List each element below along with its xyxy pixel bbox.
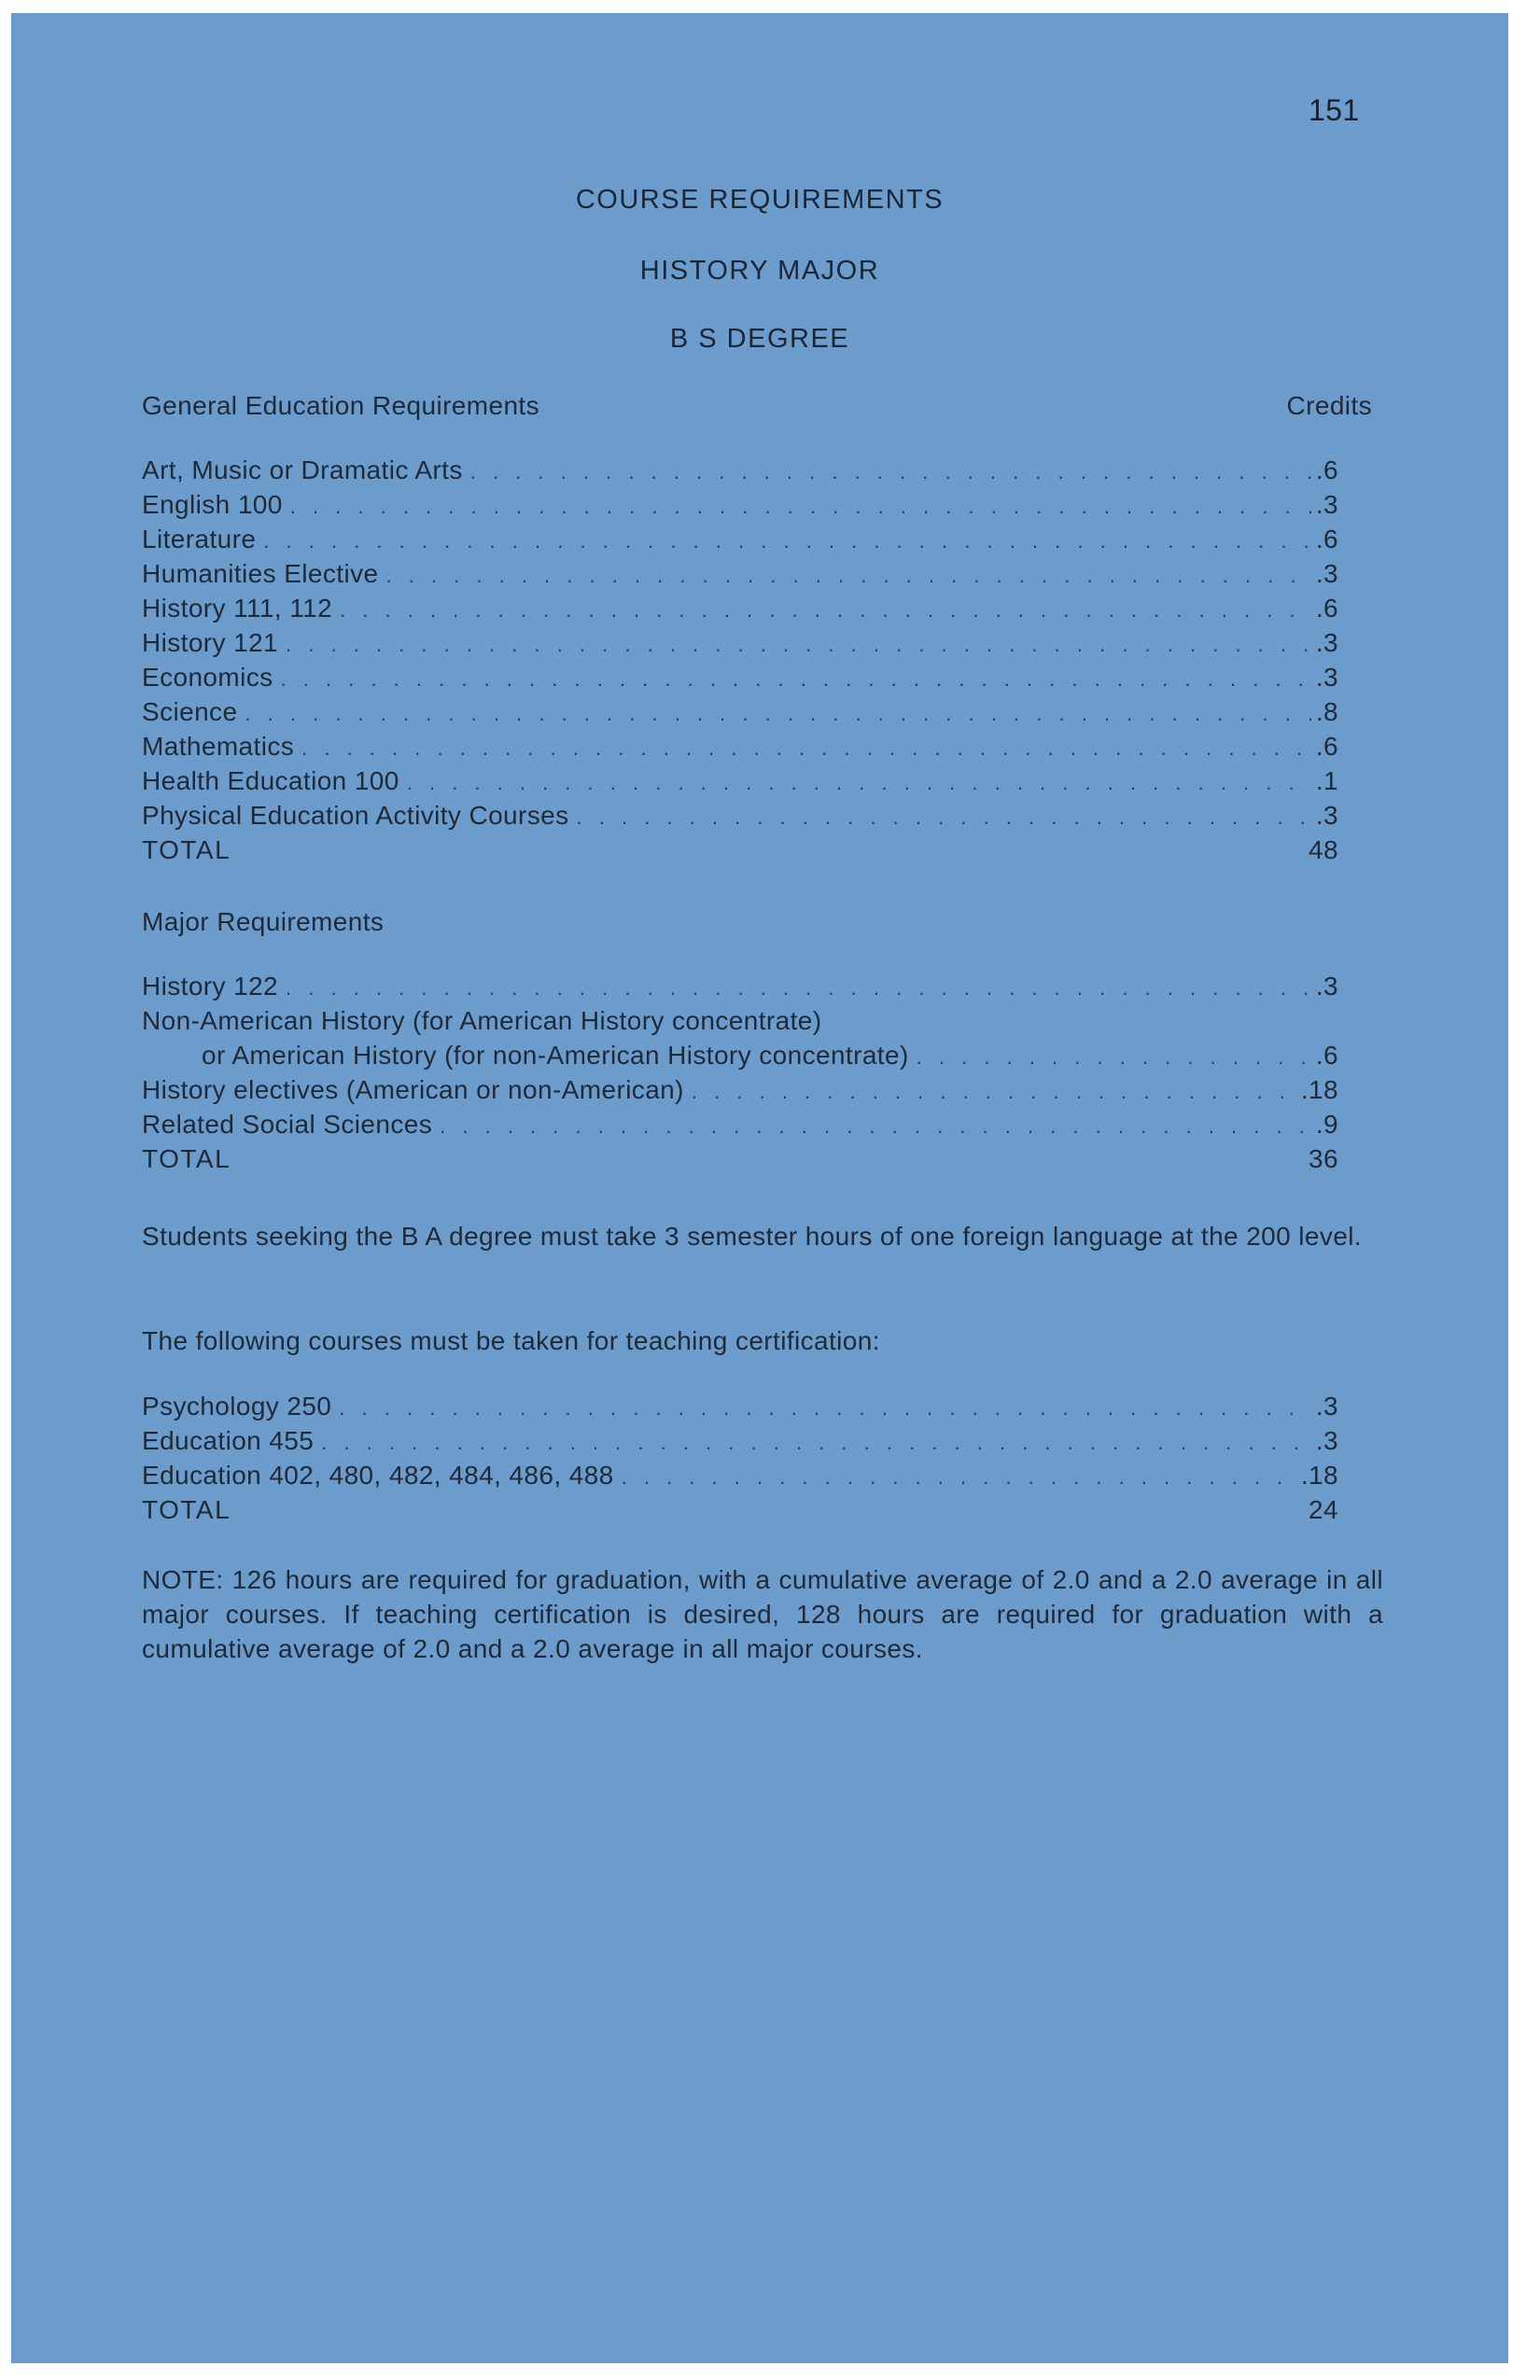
list-item — [142, 969, 1338, 1003]
course-name: Psychology 250 — [142, 1392, 332, 1421]
dot-leader — [286, 627, 1312, 662]
list-item — [142, 1423, 1338, 1458]
list-item — [142, 1038, 1338, 1072]
course-name: Mathematics — [142, 732, 295, 761]
dot-leader — [407, 765, 1312, 800]
dot-leader — [470, 455, 1312, 489]
total-row — [142, 833, 1338, 867]
ba-degree-note: Students seeking the B A degree must take 3 semester hours of one foreign language at the 200 level. — [142, 1222, 1363, 1251]
course-credits: .8 — [1315, 697, 1338, 726]
major-heading: HISTORY MAJOR — [639, 256, 880, 286]
total-value: 36 — [1309, 1144, 1338, 1173]
course-name: Physical Education Activity Courses — [142, 801, 569, 830]
course-name: History electives (American or non-American) — [142, 1075, 684, 1104]
list-item — [142, 522, 1338, 556]
dot-leader — [339, 1391, 1312, 1425]
course-name: Literature — [142, 525, 257, 553]
course-credits: .18 — [1300, 1075, 1338, 1104]
list-item — [142, 1072, 1338, 1107]
list-item — [142, 556, 1338, 591]
list-item — [142, 729, 1338, 763]
list-item — [142, 1389, 1338, 1423]
list-item — [142, 1003, 1338, 1038]
course-name: History 121 — [142, 628, 279, 657]
document-page — [11, 13, 1508, 2363]
course-credits: .3 — [1315, 972, 1338, 1001]
dot-leader — [321, 1425, 1312, 1460]
page-title: COURSE REQUIREMENTS — [575, 185, 945, 215]
list-item — [142, 453, 1338, 487]
dot-leader — [577, 800, 1312, 834]
list-item — [142, 763, 1338, 798]
course-credits: .18 — [1300, 1461, 1338, 1490]
course-credits: .3 — [1315, 559, 1338, 588]
course-name: Related Social Sciences — [142, 1110, 433, 1139]
course-name: Humanities Elective — [142, 559, 379, 588]
total-value: 48 — [1309, 835, 1338, 864]
course-name: History 111, 112 — [142, 594, 333, 623]
teaching-intro: The following courses must be taken for teaching certification: — [142, 1326, 880, 1355]
course-credits: .6 — [1315, 525, 1338, 553]
course-credits: .3 — [1315, 1392, 1338, 1421]
course-credits: .3 — [1315, 490, 1338, 519]
course-name: Education 402, 480, 482, 484, 486, 488 — [142, 1461, 614, 1490]
list-item — [142, 798, 1338, 833]
course-name: Economics — [142, 663, 273, 692]
total-value: 24 — [1309, 1495, 1338, 1524]
general-education-header — [142, 391, 1372, 421]
dot-leader — [245, 696, 1311, 731]
course-name: Science — [142, 697, 238, 726]
total-label: TOTAL — [142, 835, 231, 864]
course-credits: .6 — [1315, 732, 1338, 761]
dot-leader — [340, 593, 1312, 627]
total-label: TOTAL — [142, 1144, 231, 1173]
major-requirements-label: Major Requirements — [142, 907, 385, 936]
list-item — [142, 1107, 1338, 1141]
general-education-label: General Education Requirements — [142, 391, 540, 420]
course-name: History 122 — [142, 972, 279, 1001]
total-row — [142, 1492, 1338, 1527]
course-credits: .6 — [1315, 594, 1338, 623]
course-credits: .3 — [1315, 801, 1338, 830]
dot-leader — [692, 1074, 1297, 1109]
list-item — [142, 625, 1338, 660]
course-credits: .3 — [1315, 663, 1338, 692]
course-credits: .6 — [1315, 455, 1338, 484]
total-row — [142, 1141, 1338, 1176]
course-credits: .9 — [1315, 1110, 1338, 1139]
credits-column-label: Credits — [1286, 391, 1372, 420]
course-name: Health Education 100 — [142, 766, 399, 795]
course-name: Art, Music or Dramatic Arts — [142, 455, 463, 484]
dot-leader — [917, 1040, 1312, 1074]
dot-leader — [385, 558, 1311, 593]
course-name: English 100 — [142, 490, 283, 519]
course-name: Non-American History (for American History concentrate) — [142, 1006, 822, 1035]
list-item — [142, 694, 1338, 729]
course-credits: .6 — [1315, 1041, 1338, 1070]
degree-heading: B S DEGREE — [669, 324, 850, 354]
list-item — [142, 660, 1338, 694]
list-item — [142, 487, 1338, 522]
course-credits: .3 — [1315, 1426, 1338, 1455]
dot-leader — [440, 1109, 1312, 1143]
course-name: or American History (for non-American History concentrate) — [202, 1041, 909, 1070]
total-label: TOTAL — [142, 1495, 231, 1524]
dot-leader — [301, 731, 1312, 765]
graduation-note: NOTE: 126 hours are required for graduation, with a cumulative average of 2.0 and a 2.0 average in all major courses. If teaching certification is desired, 128 hours are required for graduation with a cumulative average of 2.0 and a 2.0 average in all major courses. — [142, 1565, 1383, 1663]
course-name: Education 455 — [142, 1426, 315, 1455]
dot-leader — [622, 1460, 1297, 1494]
dot-leader — [263, 524, 1312, 558]
dot-leader — [281, 662, 1312, 696]
major-requirements-list — [142, 969, 1338, 1176]
general-education-list — [142, 453, 1338, 867]
course-credits: .1 — [1315, 766, 1338, 795]
course-credits: .3 — [1315, 628, 1338, 657]
dot-leader — [286, 971, 1312, 1005]
page-number: 151 — [1309, 93, 1360, 127]
list-item — [142, 591, 1338, 625]
list-item — [142, 1458, 1338, 1492]
teaching-requirements-list — [142, 1389, 1338, 1527]
dot-leader — [290, 489, 1312, 524]
